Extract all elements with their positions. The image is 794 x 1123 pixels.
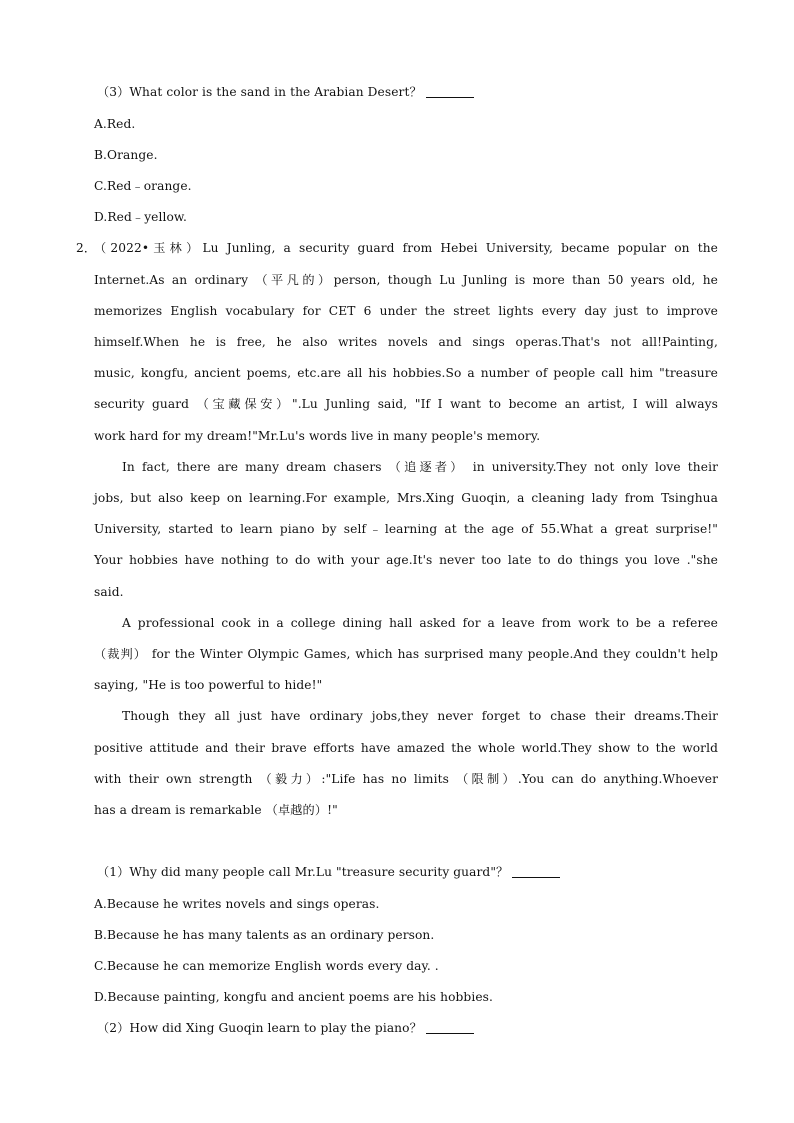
passage-line: （2022•玉林）Lu Junling, a security guard from Hebei University, became popular on the: [94, 241, 718, 255]
question-stem-text: （2）How did Xing Guoqin learn to play the piano？: [97, 1021, 422, 1035]
question-1-3-stem: [97, 84, 474, 100]
passage-line: In fact, there are many dream chasers （追逐者） in university.They not only love their: [122, 460, 718, 474]
option-a: A.Because he writes novels and sings operas.: [94, 897, 380, 911]
passage-line: said.: [94, 585, 124, 599]
passage-line: himself.When he is free, he also writes novels and sings operas.That's not all!Painting,: [94, 335, 718, 349]
passage-line: music, kongfu, ancient poems, etc.are all his hobbies.So a number of people call him "treasure: [94, 366, 718, 380]
passage-line: jobs, but also keep on learning.For example, Mrs.Xing Guoqin, a cleaning lady from Tsinghua: [94, 491, 718, 505]
passage-line: Your hobbies have nothing to do with your age.It's never too late to do things you love ."she: [94, 553, 718, 567]
answer-blank[interactable]: [426, 1021, 474, 1034]
answer-blank[interactable]: [426, 85, 474, 98]
passage-line: positive attitude and their brave efforts have amazed the whole world.They show to the world: [94, 741, 718, 755]
passage-line: University, started to learn piano by self﹣learning at the age of 55.What a great surprise!": [94, 522, 718, 536]
passage-line: A professional cook in a college dining hall asked for a leave from work to be a referee: [122, 616, 718, 630]
option-b: B.Orange.: [94, 148, 158, 162]
question-number: 2．: [76, 241, 97, 255]
question-2-1-stem: [97, 864, 560, 880]
passage-line: memorizes English vocabulary for CET 6 under the street lights every day just to improve: [94, 304, 718, 318]
option-a: A.Red.: [94, 117, 136, 131]
question-2-2-stem: [97, 1020, 474, 1036]
passage-line: has a dream is remarkable （卓越的）!": [94, 803, 338, 817]
passage-line: （裁判） for the Winter Olympic Games, which has surprised many people.And they couldn't help: [94, 647, 718, 661]
option-d: D.Because painting, kongfu and ancient poems are his hobbies.: [94, 990, 493, 1004]
question-stem-text: （3）What color is the sand in the Arabian Desert？: [97, 85, 422, 99]
option-c: C.Red﹣orange.: [94, 179, 192, 193]
option-b: B.Because he has many talents as an ordinary person.: [94, 928, 435, 942]
question-stem-text: （1）Why did many people call Mr.Lu "treasure security guard"？: [97, 865, 509, 879]
option-c: C.Because he can memorize English words every day. .: [94, 959, 439, 973]
passage-line: security guard （宝藏保安）".Lu Junling said, "If I want to become an artist, I will always: [94, 397, 718, 411]
answer-blank[interactable]: [512, 865, 560, 878]
passage-line: Though they all just have ordinary jobs,they never forget to chase their dreams.Their: [122, 709, 718, 723]
passage-line: with their own strength （毅力）:"Life has no limits （限制）.You can do anything.Whoever: [94, 772, 718, 786]
passage-line: work hard for my dream!"Mr.Lu's words live in many people's memory.: [94, 429, 541, 443]
option-d: D.Red﹣yellow.: [94, 210, 187, 224]
passage-line: Internet.As an ordinary （平凡的）person, though Lu Junling is more than 50 years old, he: [94, 273, 718, 287]
passage-line: saying, "He is too powerful to hide!": [94, 678, 323, 692]
